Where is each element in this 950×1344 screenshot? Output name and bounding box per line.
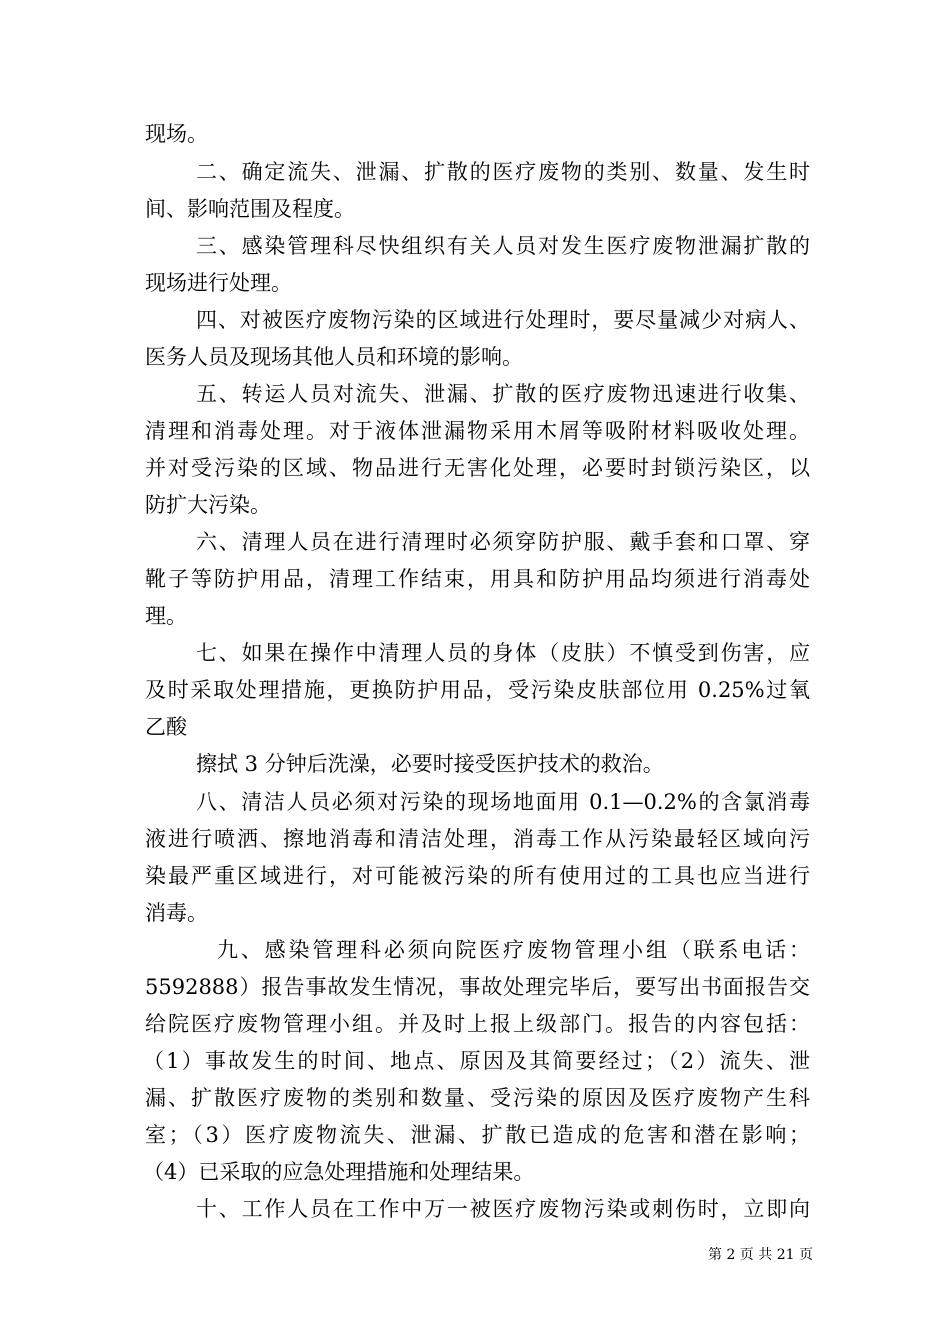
text-line: 室；（3）医疗废物流失、泄漏、扩散已造成的危害和潜在影响；: [145, 1123, 810, 1147]
text-line: 七、如果在操作中清理人员的身体（皮肤）不慎受到伤害，应: [196, 641, 810, 665]
text-line: 九、感染管理科必须向院医疗废物管理小组（联系电话：: [217, 938, 810, 962]
text-line: 液进行喷洒、擦地消毒和清洁处理，消毒工作从污染最轻区域向污: [145, 827, 810, 851]
text-line: 5592888）报告事故发生情况，事故处理完毕后，要写出书面报告交: [145, 975, 810, 999]
text-line: 靴子等防护用品，清理工作结束，用具和防护用品均须进行消毒处: [145, 567, 810, 591]
text-line: （4）已采取的应急处理措施和处理结果。: [143, 1160, 535, 1184]
text-line: 并对受污染的区域、物品进行无害化处理，必要时封锁污染区，以: [145, 456, 810, 480]
text-line: 漏、扩散医疗废物的类别和数量、受污染的原因及医疗废物产生科: [145, 1086, 810, 1110]
text-line: 现场。: [145, 122, 208, 146]
text-line: 四、对被医疗废物污染的区域进行处理时，要尽量减少对病人、: [196, 308, 810, 332]
text-line: 间、影响范围及程度。: [145, 197, 355, 221]
text-line: 给院医疗废物管理小组。并及时上报上级部门。报告的内容包括：: [145, 1012, 810, 1036]
text-line: 理。: [145, 604, 187, 628]
text-line: 二、确定流失、泄漏、扩散的医疗废物的类别、数量、发生时: [196, 160, 810, 184]
text-line: 五、转运人员对流失、泄漏、扩散的医疗废物迅速进行收集、: [196, 382, 810, 406]
text-line: 八、清洁人员必须对污染的现场地面用 0.1—0.2%的含氯消毒: [196, 790, 810, 814]
text-line: 防扩大污染。: [145, 493, 271, 517]
text-line: 消毒。: [145, 901, 208, 925]
page-number: 第 2 页 共 21 页: [708, 1247, 813, 1263]
text-line: 三、感染管理科尽快组织有关人员对发生医疗废物泄漏扩散的: [196, 234, 810, 258]
text-line: 及时采取处理措施，更换防护用品，受污染皮肤部位用 0.25%过氧: [145, 678, 810, 702]
text-line: （1）事故发生的时间、地点、原因及其简要经过；（2）流失、泄: [143, 1049, 810, 1073]
text-line: 六、清理人员在进行清理时必须穿防护服、戴手套和口罩、穿: [196, 530, 810, 554]
text-line: 乙酸: [145, 715, 187, 739]
text-line: 现场进行处理。: [145, 271, 292, 295]
text-line: 医务人员及现场其他人员和环境的影响。: [145, 345, 523, 369]
text-line: 十、工作人员在工作中万一被医疗废物污染或刺伤时，立即向: [196, 1197, 810, 1221]
text-line: 擦拭 3 分钟后洗澡，必要时接受医护技术的救治。: [196, 752, 664, 776]
text-line: 清理和消毒处理。对于液体泄漏物采用木屑等吸附材料吸收处理。: [145, 419, 810, 443]
text-line: 染最严重区域进行，对可能被污染的所有使用过的工具也应当进行: [145, 864, 810, 888]
